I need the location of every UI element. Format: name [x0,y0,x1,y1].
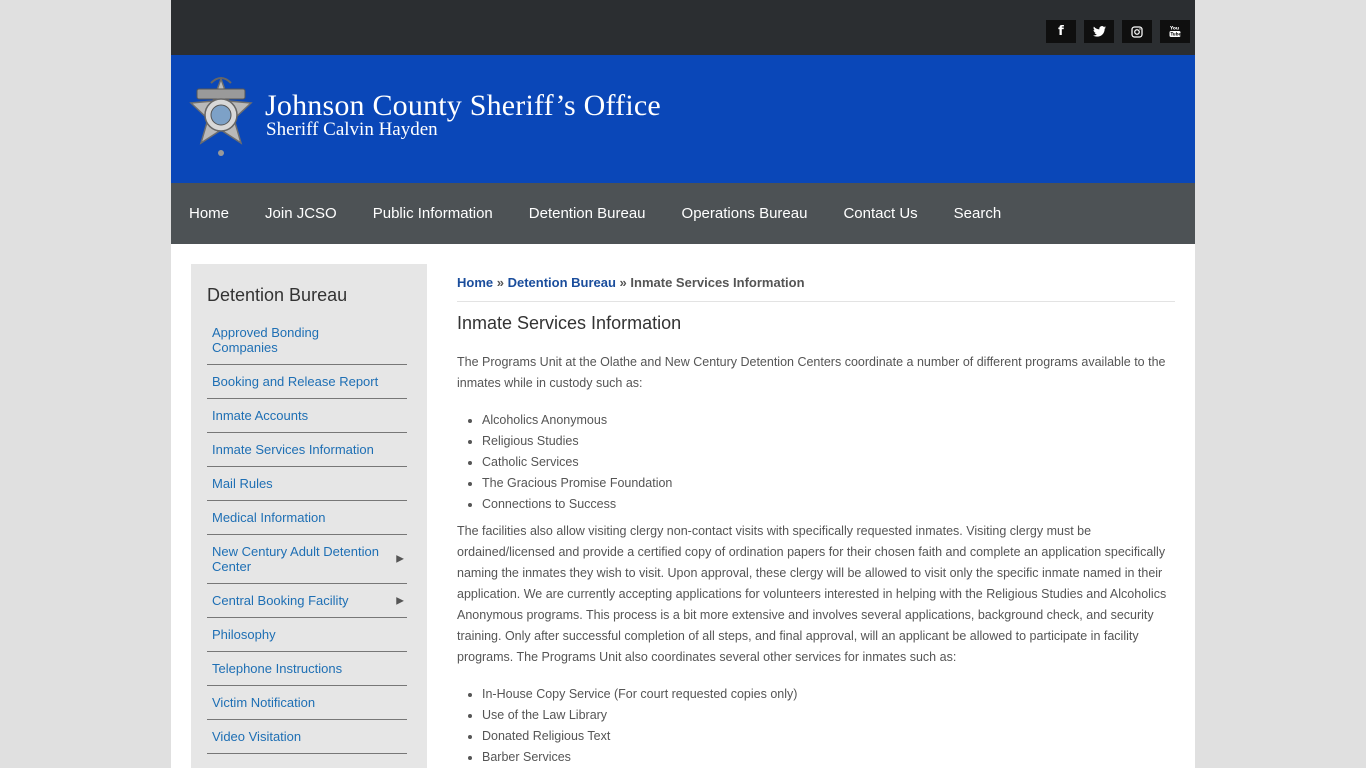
sidebar-item-label: New Century Adult Detention Center [212,544,379,574]
facebook-icon[interactable]: f [1046,20,1076,43]
breadcrumb-separator: » [493,275,508,290]
intro-paragraph: The Programs Unit at the Olathe and New Century Detention Centers coordinate a number of different programs available to the inmates while in custody such as: [457,355,1166,390]
main-content [457,264,1175,768]
breadcrumb-detention-bureau-link[interactable]: Detention Bureau [507,275,616,290]
nav-operations-bureau[interactable]: Operations Bureau [681,205,808,222]
sidebar-item-booking-and-release-report[interactable] [207,365,407,399]
sidebar-title: Detention Bureau [207,285,348,305]
sidebar-item-approved-bonding-companies[interactable] [207,316,407,365]
sidebar-item-medical-information[interactable] [207,501,407,535]
list-item: • Alcoholics Anonymous [482,410,1175,431]
programs-list [457,410,1175,515]
page-title: Inmate Services Information [457,313,682,333]
sidebar-item-label: Philosophy [212,627,276,642]
social-links [1046,20,1190,43]
sheriff-badge-logo[interactable] [187,73,255,163]
header-banner [171,55,1195,183]
site-title[interactable]: Johnson County Sheriff’s Office [265,89,661,122]
sidebar-item-label: Central Booking Facility [212,593,349,608]
sidebar-item-label: Medical Information [212,510,326,525]
sidebar-item-label: Inmate Accounts [212,408,309,423]
sidebar-item-new-century-adult-detention-center[interactable] [207,535,407,584]
nav-contact-us[interactable]: Contact Us [843,205,918,222]
sidebar-item-central-booking-facility[interactable] [207,584,407,618]
list-item: • Connections to Success [482,494,1175,515]
sidebar-menu [207,316,407,754]
sidebar-item-label: Telephone Instructions [212,661,343,676]
sidebar-item-label: Approved Bonding Companies [212,325,319,355]
nav-search[interactable]: Search [953,205,1002,222]
twitter-icon[interactable] [1084,20,1114,43]
sidebar-item-inmate-accounts[interactable] [207,399,407,433]
nav-join-jcso[interactable]: Join JCSO [265,205,337,222]
nav-public-information[interactable]: Public Information [372,205,493,222]
list-item: • In-House Copy Service (For court requested copies only) [482,684,1175,705]
site-subtitle: Sheriff Calvin Hayden [266,119,438,140]
youtube-icon[interactable] [1160,20,1190,43]
instagram-icon[interactable] [1122,20,1152,43]
breadcrumb-current: Inmate Services Information [630,275,805,290]
sidebar-item-label: Video Visitation [212,729,302,744]
sidebar-item-label: Inmate Services Information [212,442,374,457]
sidebar-item-victim-notification[interactable] [207,686,407,720]
submenu-arrow-icon[interactable]: ▶ [396,595,404,606]
clergy-paragraph: The facilities also allow visiting clergy non-contact visits with specifically requested inmates. Visiting clergy must be ordained/licensed and provide a certified copy of ordination papers for their chosen faith and complete an application specifically naming the inmates they wish to visit. Upon approval, these clergy will be allowed to visit only the specific inmate named in their application. We are currently accepting applications for volunteers interested in helping with the Religious Studies and Alcoholics Anonymous programs. This process is a bit more extensive and involves several applications, background check, and security training. Only after successful completion of all steps, and final approval, will an applicant be allowed to participate in facility programs. The Programs Unit also coordinates several other services for inmates such as: [457,524,1167,664]
sidebar [191,264,427,768]
sidebar-item-label: Booking and Release Report [212,374,379,389]
breadcrumb [457,264,1175,302]
sidebar-item-philosophy[interactable] [207,618,407,652]
list-item: • Donated Religious Text [482,726,1175,747]
sidebar-item-inmate-services-information[interactable] [207,433,407,467]
nav-home[interactable]: Home [189,205,230,222]
top-bar [171,0,1195,55]
list-item: • Religious Studies [482,431,1175,452]
sidebar-item-video-visitation[interactable] [207,720,407,754]
sidebar-item-mail-rules[interactable] [207,467,407,501]
page [171,0,1195,768]
svg-text:Tube: Tube [1170,31,1181,37]
nav-detention-bureau[interactable]: Detention Bureau [528,205,646,222]
svg-text:You: You [1170,26,1180,32]
breadcrumb-separator: » [615,275,631,290]
list-item: • The Gracious Promise Foundation [482,473,1175,494]
sidebar-item-label: Victim Notification [212,695,316,710]
list-item: • Catholic Services [482,452,1175,473]
submenu-arrow-icon[interactable]: ▶ [396,553,404,565]
sidebar-item-label: Mail Rules [212,476,273,491]
sidebar-item-telephone-instructions[interactable] [207,652,407,686]
main-nav [171,183,1195,244]
list-item: • Use of the Law Library [482,705,1175,726]
list-item: • Barber Services [482,747,1175,768]
services-list [457,684,1175,768]
breadcrumb-home-link[interactable]: Home [457,275,494,290]
